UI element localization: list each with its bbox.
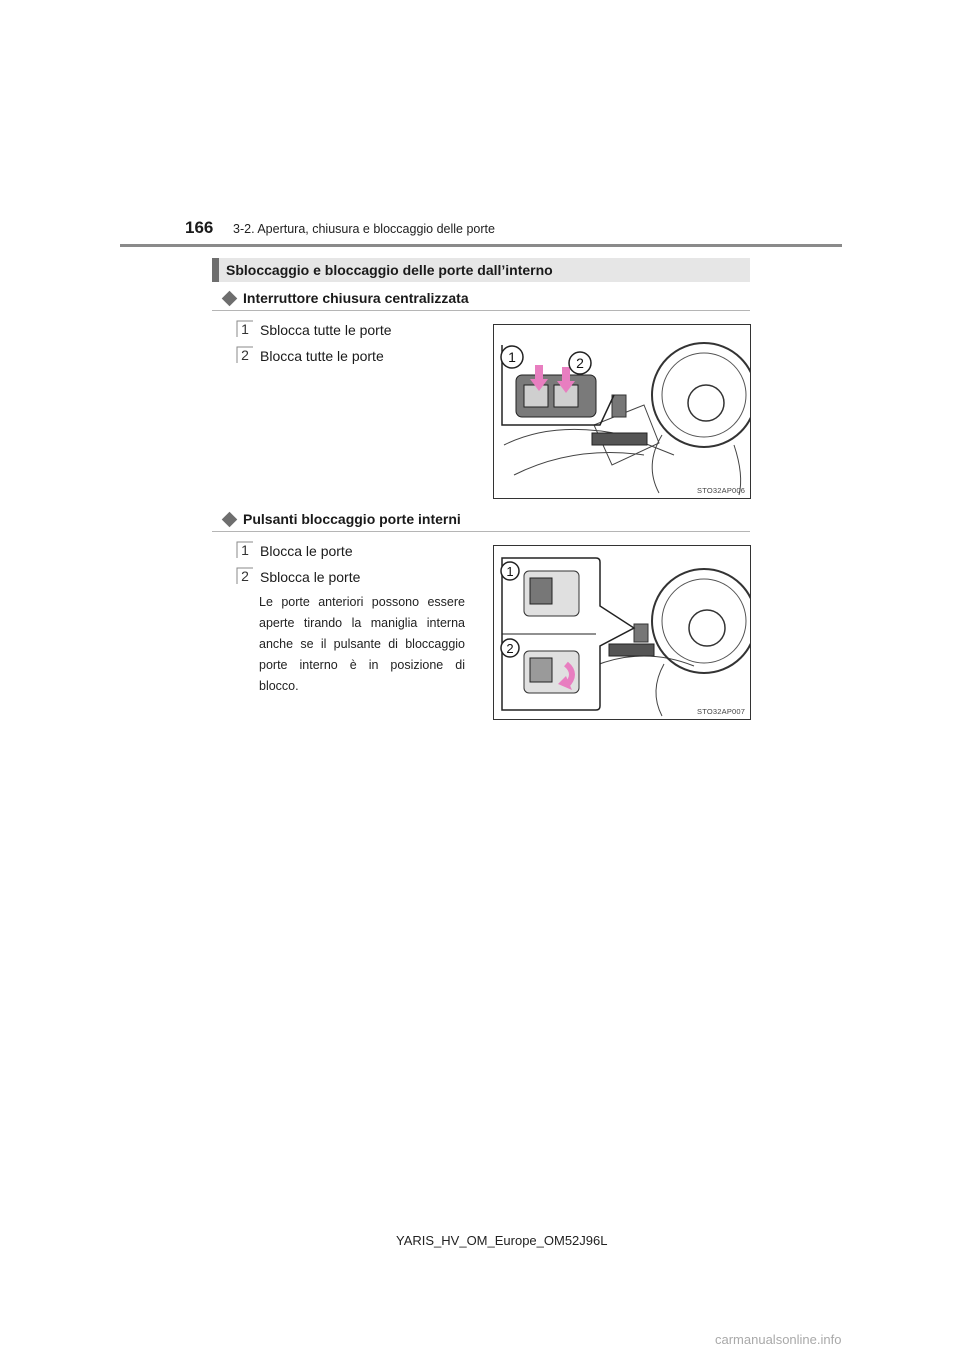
svg-text:2: 2 [241,347,249,363]
step-label: Blocca le porte [260,543,353,559]
section-header-accent [212,258,219,282]
diamond-bullet-icon [222,291,238,307]
svg-text:1: 1 [241,542,249,558]
figure-code: STO32AP006 [697,486,746,495]
step-number-2-icon [236,567,254,585]
central-lock-switch-illustration [493,324,751,499]
step-number-2-icon [236,346,254,364]
callout-1: 1 [508,349,516,365]
central-lock-heading: Interruttore chiusura centralizzata [243,290,469,306]
svg-text:1: 1 [241,321,249,337]
document-code: YARIS_HV_OM_Europe_OM52J96L [396,1233,608,1248]
subheading-divider [212,310,750,311]
svg-text:2: 2 [241,568,249,584]
step-number-1-icon [236,541,254,559]
callout-2: 2 [506,641,514,656]
subheading-divider [212,531,750,532]
step-label: Sblocca tutte le porte [260,322,392,338]
step-label: Sblocca le porte [260,569,361,585]
step-number-1-icon [236,320,254,338]
central-lock-drawing [494,325,750,498]
inside-lock-button-illustration [493,545,751,720]
step-label: Blocca tutte le porte [260,348,384,364]
note-text: Le porte anteriori possono essere aperte tirando la maniglia interna anche se il pulsante di bloccaggio porte interno è in posizione di blocco. [259,595,465,693]
diamond-bullet-icon [222,512,238,528]
figure-code: STO32AP007 [697,707,746,716]
header-divider [120,244,842,247]
chapter-title: 3-2. Apertura, chiusura e bloccaggio delle porte [233,222,495,236]
section-title: Sbloccaggio e bloccaggio delle porte dall’interno [226,262,553,278]
inside-lock-drawing [494,546,750,719]
page-number: 166 [185,218,214,237]
watermark: carmanualsonline.info [715,1332,842,1347]
inside-lock-heading: Pulsanti bloccaggio porte interni [243,511,461,527]
callout-1: 1 [506,564,514,579]
callout-2: 2 [576,355,584,371]
